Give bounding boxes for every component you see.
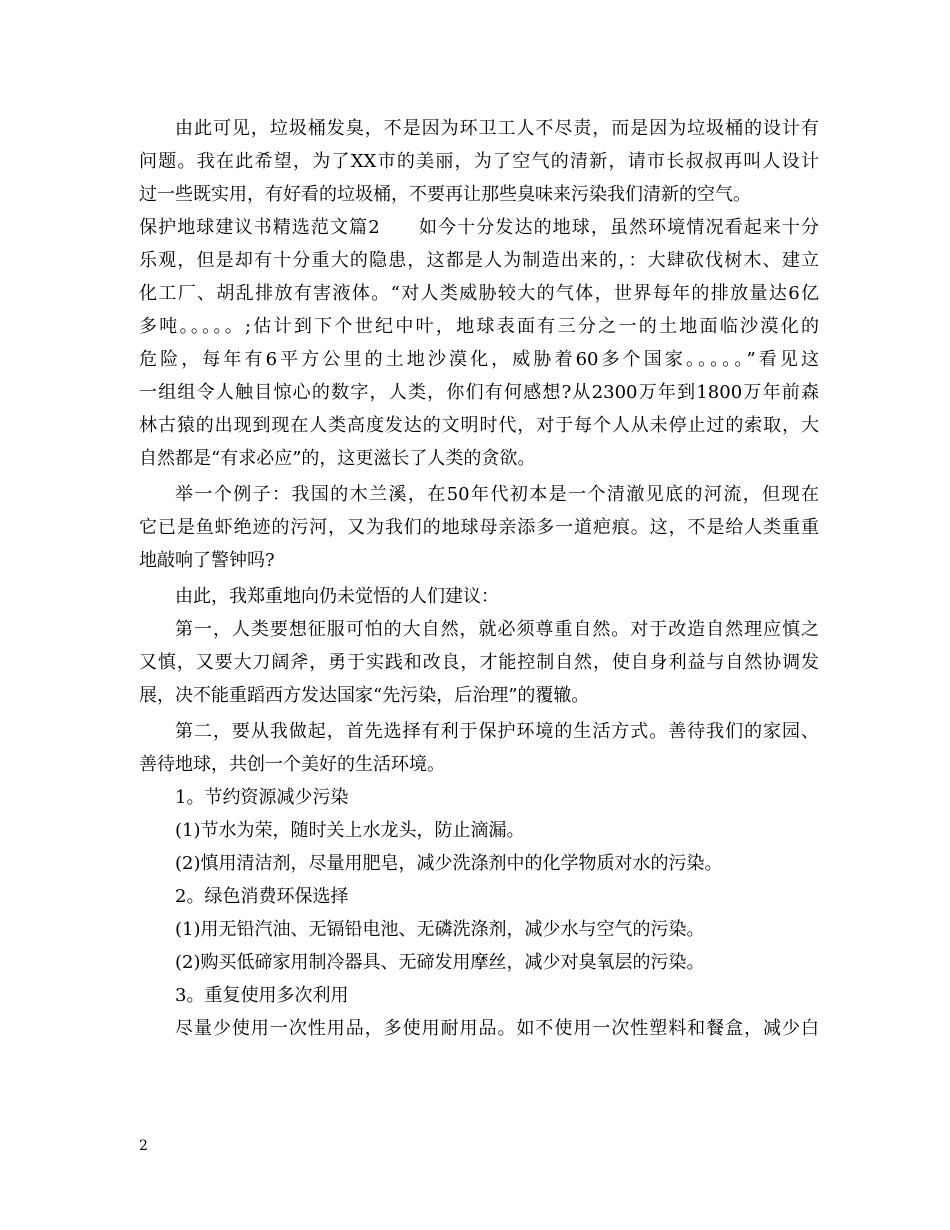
text-line: 保护地球建议书精选范文篇2 如今十分发达的地球，虽然环境情况看起来十分 — [139, 217, 819, 238]
document-body — [139, 112, 819, 1045]
text-line: 乐观，但是却有十分重大的隐患，这都是人为制造出来的，：大肆砍伐树木、建立 — [139, 250, 819, 271]
text-line: 尽量少使用一次性用品，多使用耐用品。如不使用一次性塑料和餐盒，减少白 — [175, 1018, 819, 1039]
list-item: (1)节水为荣，随时关上水龙头，防止滴漏。 — [175, 820, 525, 841]
text-line: 展，决不能重蹈西方发达国家“先污染，后治理”的覆辙。 — [139, 685, 590, 706]
text-line: 危险，每年有6平方公里的土地沙漠化，威胁着60多个国家。。。。。”看见这 — [139, 349, 819, 370]
text-line: 地敲响了警钟吗? — [139, 550, 275, 571]
list-item: (2)慎用清洁剂，尽量用肥皂，减少洗涤剂中的化学物质对水的污染。 — [175, 853, 723, 874]
text-line: 林古猿的出现到现在人类高度发达的文明时代，对于每个人从未停止过的索取，大 — [139, 415, 819, 436]
paragraph — [139, 112, 819, 211]
text-line: 由此可见，垃圾桶发臭，不是因为环卫工人不尽责，而是因为垃圾桶的设计有 — [175, 118, 819, 139]
text-line: 第二，要从我做起，首先选择有利于保护环境的生活方式。善待我们的家园、 — [175, 721, 819, 742]
text-line: 过一些既实用，有好看的垃圾桶，不要再让那些臭味来污染我们清新的空气。 — [139, 184, 751, 205]
paragraph — [139, 613, 819, 712]
paragraph — [139, 211, 819, 475]
text-line: 举一个例子：我国的木兰溪，在50年代初本是一个清澈见底的河流，但现在 — [175, 484, 819, 505]
text-line: 问题。我在此希望，为了XX市的美丽，为了空气的清新，请市长叔叔再叫人设计 — [139, 151, 819, 172]
text-line: 第一，人类要想征服可怕的大自然，就必须尊重自然。对于改造自然理应慎之 — [175, 619, 819, 640]
text-line: 化工厂、胡乱排放有害液体。“对人类威胁较大的气体，世界每年的排放量达6亿 — [139, 283, 819, 304]
paragraph — [139, 1012, 819, 1045]
text-line: 多吨。。。。。;估计到下个世纪中叶，地球表面有三分之一的土地面临沙漠化的 — [139, 316, 819, 337]
paragraph — [139, 715, 819, 781]
list-item: (2)购买低碲家用制冷器具、无碲发用摩丝，减少对臭氧层的污染。 — [175, 952, 705, 973]
paragraph — [139, 580, 819, 613]
list-heading: 3。重复使用多次利用 — [175, 985, 349, 1006]
text-line: 由此，我郑重地向仍未觉悟的人们建议： — [175, 586, 499, 607]
text-line: 它已是鱼虾绝迹的污河，又为我们的地球母亲添多一道疤痕。这，不是给人类重重 — [139, 517, 819, 538]
paragraph — [139, 478, 819, 577]
text-line: 善待地球，共创一个美好的生活环境。 — [139, 754, 445, 775]
list-heading: 2。绿色消费环保选择 — [175, 886, 349, 907]
text-line: 自然都是“有求必应”的，这更滋长了人类的贪欲。 — [139, 448, 536, 469]
text-line: 又慎，又要大刀阔斧，勇于实践和改良，才能控制自然，使自身利益与自然协调发 — [139, 652, 819, 673]
list-item: (1)用无铅汽油、无镉铅电池、无磷洗涤剂，减少水与空气的污染。 — [175, 919, 705, 940]
page-number: 2 — [139, 1138, 148, 1154]
list-heading: 1。节约资源减少污染 — [175, 787, 349, 808]
text-line: 一组组令人触目惊心的数字，人类，你们有何感想?从2300万年到1800万年前森 — [139, 382, 819, 403]
